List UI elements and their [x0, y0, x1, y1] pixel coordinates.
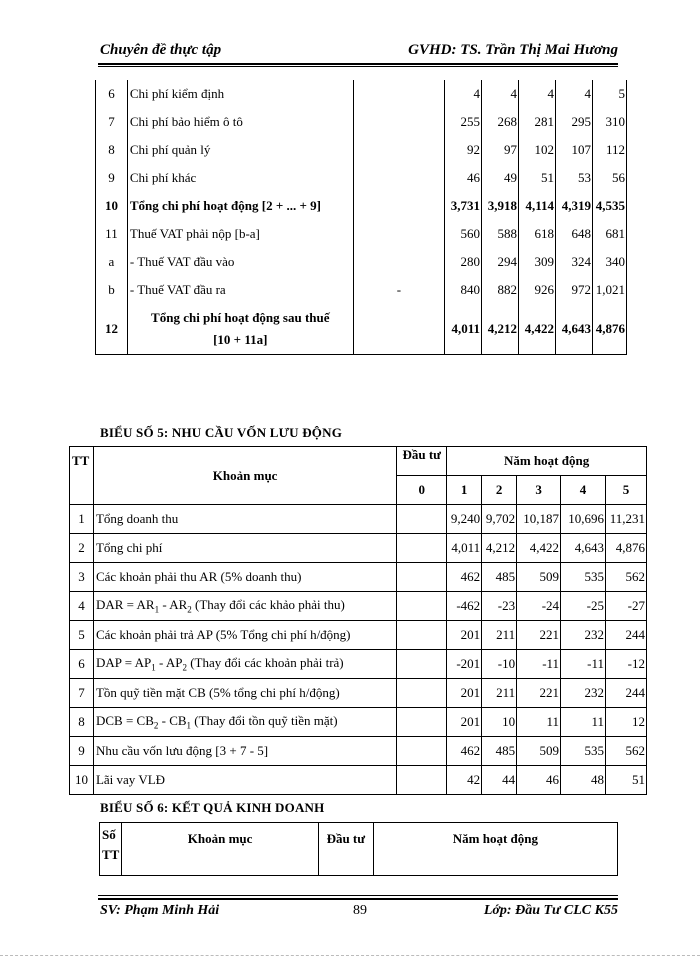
year-value: 618: [519, 220, 556, 248]
year-value: 4,212: [482, 534, 517, 563]
year-value: 92: [445, 136, 482, 164]
year-value: 281: [519, 108, 556, 136]
col-tt2: TT: [102, 847, 120, 862]
year-value: 926: [519, 276, 556, 304]
header-rule-thin: [98, 66, 618, 67]
table-row: [70, 563, 647, 592]
year-value: 280: [445, 248, 482, 276]
row-number: a: [96, 248, 128, 276]
year-value: 42: [447, 766, 482, 795]
year-value: 11: [561, 708, 606, 737]
row-number: 12: [96, 304, 128, 355]
table-row: [96, 304, 627, 355]
year-value: 201: [447, 708, 482, 737]
table-row: [96, 192, 627, 220]
year-value: 9,240: [447, 505, 482, 534]
row-item-part: 2: [182, 662, 187, 673]
row-item-part: 1: [154, 604, 160, 615]
table-row: [96, 108, 627, 136]
year-value: 4,422: [519, 304, 556, 355]
year-value: 46: [445, 164, 482, 192]
row-item-line2: [10 + 11a]: [213, 332, 268, 347]
year-value: 295: [555, 108, 592, 136]
year-value: 56: [592, 164, 626, 192]
col-y4: 4: [561, 476, 606, 505]
year-value: -11: [517, 650, 561, 679]
row-item-part: DAR = AR: [95, 597, 155, 613]
year-value: 46: [517, 766, 561, 795]
year-value: 324: [555, 248, 592, 276]
row-item: [93, 592, 396, 621]
row-item-part: DCB = CB: [95, 713, 154, 729]
year-value: 462: [447, 737, 482, 766]
year-value: 4,011: [447, 534, 482, 563]
year-value: 211: [482, 679, 517, 708]
col-y1: 1: [447, 476, 482, 505]
row-number: 6: [96, 80, 128, 108]
row-item-part: - AP: [155, 655, 183, 671]
year-value: [397, 679, 447, 708]
year-value: [397, 650, 447, 679]
year-value: 232: [561, 679, 606, 708]
page-edge: [0, 955, 700, 956]
table6-title: BIỂU SỐ 6: KẾT QUẢ KINH DOANH: [100, 800, 325, 815]
year-value: 4,643: [561, 534, 606, 563]
table-row: [96, 276, 627, 304]
year-value: 5: [592, 80, 626, 108]
year-value: 4,114: [519, 192, 556, 220]
row-number: b: [96, 276, 128, 304]
col-invest2: Đầu tư: [318, 823, 373, 876]
table-row: [70, 621, 647, 650]
row-item: Chi phí kiểm định: [127, 80, 353, 108]
year-value: 11: [517, 708, 561, 737]
year-value: -24: [517, 592, 561, 621]
row-item: Lãi vay VLĐ: [93, 766, 396, 795]
row-number: 1: [70, 505, 94, 534]
row-number: 3: [70, 563, 94, 592]
row-item: - Thuế VAT đầu vào: [127, 248, 353, 276]
col-years2: Năm hoạt động: [373, 823, 617, 876]
header-right: GVHD: TS. Trần Thị Mai Hương: [408, 42, 618, 58]
year-value: [397, 563, 447, 592]
year-value: 232: [561, 621, 606, 650]
header-rule: [98, 63, 618, 65]
year-value: 102: [519, 136, 556, 164]
col-item2: Khoản mục: [122, 823, 319, 876]
working-capital-table: [69, 446, 647, 795]
col-y0: 0: [397, 476, 447, 505]
table-row: [70, 737, 647, 766]
year-value: 972: [555, 276, 592, 304]
year-value: 3,731: [445, 192, 482, 220]
year-value: -25: [561, 592, 606, 621]
year-value: 9,702: [482, 505, 517, 534]
year-value: 112: [592, 136, 626, 164]
row-extra: [353, 304, 444, 355]
page-number: 89: [353, 903, 367, 918]
row-item: Tổng chi phí hoạt động [2 + ... + 9]: [127, 192, 353, 220]
year-value: 4: [445, 80, 482, 108]
year-value: 244: [605, 679, 646, 708]
row-extra: [353, 164, 444, 192]
year-value: 201: [447, 621, 482, 650]
year-value: 4,011: [445, 304, 482, 355]
table-row: [70, 592, 647, 621]
year-value: 53: [555, 164, 592, 192]
year-value: 648: [555, 220, 592, 248]
year-value: 107: [555, 136, 592, 164]
table-row: [96, 220, 627, 248]
row-item: [93, 650, 396, 679]
row-number: 9: [70, 737, 94, 766]
row-number: 10: [96, 192, 128, 220]
year-value: -201: [447, 650, 482, 679]
year-value: 51: [605, 766, 646, 795]
table-row: [96, 248, 627, 276]
year-value: 560: [445, 220, 482, 248]
row-extra: [353, 192, 444, 220]
row-extra: [353, 220, 444, 248]
table-row: [70, 766, 647, 795]
year-value: 1,021: [592, 276, 626, 304]
year-value: 4,212: [482, 304, 519, 355]
row-number: 9: [96, 164, 128, 192]
table-row: [96, 164, 627, 192]
row-item: Thuế VAT phải nộp [b-a]: [127, 220, 353, 248]
year-value: -462: [447, 592, 482, 621]
row-item: Tồn quỹ tiền mặt CB (5% tổng chi phí h/động): [93, 679, 396, 708]
year-value: [397, 534, 447, 563]
year-value: -11: [561, 650, 606, 679]
year-value: [397, 592, 447, 621]
row-item-part: - AR: [159, 597, 188, 613]
header-left: Chuyên đề thực tập: [100, 42, 222, 58]
year-value: 97: [482, 136, 519, 164]
year-value: 44: [482, 766, 517, 795]
year-value: 10,696: [561, 505, 606, 534]
year-value: 10,187: [517, 505, 561, 534]
year-value: [397, 708, 447, 737]
row-number: 8: [70, 708, 94, 737]
row-item-line1: Tổng chi phí hoạt động sau thuế: [151, 310, 330, 325]
year-value: 340: [592, 248, 626, 276]
year-value: 4,319: [555, 192, 592, 220]
row-item-part: 2: [153, 720, 159, 731]
year-value: 840: [445, 276, 482, 304]
row-number: 8: [96, 136, 128, 164]
year-value: 562: [605, 563, 646, 592]
row-item: Chi phí khác: [127, 164, 353, 192]
year-value: 310: [592, 108, 626, 136]
col-invest: Đầu tư: [397, 447, 447, 476]
year-value: -23: [482, 592, 517, 621]
footer-rule-thin: [98, 895, 618, 896]
row-item-part: (Thay đổi các khoản phải trả): [186, 655, 344, 671]
year-value: [397, 505, 447, 534]
col-y3: 3: [517, 476, 561, 505]
row-item-part: 2: [187, 604, 192, 615]
col-years: Năm hoạt động: [447, 447, 647, 476]
row-number: 6: [70, 650, 94, 679]
col-y5: 5: [605, 476, 646, 505]
footer-student: SV: Phạm Minh Hải: [100, 903, 220, 918]
row-number: 7: [70, 679, 94, 708]
year-value: 535: [561, 563, 606, 592]
row-number: 7: [96, 108, 128, 136]
row-extra: -: [353, 276, 444, 304]
year-value: 10: [482, 708, 517, 737]
year-value: 309: [519, 248, 556, 276]
table-row: [70, 534, 647, 563]
year-value: 12: [605, 708, 646, 737]
year-value: 4: [555, 80, 592, 108]
year-value: 4,422: [517, 534, 561, 563]
row-item: - Thuế VAT đầu ra: [127, 276, 353, 304]
year-value: 4,643: [555, 304, 592, 355]
table-row: [96, 80, 627, 108]
col-so-tt: [100, 823, 122, 876]
row-item: Nhu cầu vốn lưu động [3 + 7 - 5]: [93, 737, 396, 766]
year-value: 221: [517, 621, 561, 650]
row-item: [93, 708, 396, 737]
table-row: [96, 136, 627, 164]
year-value: 485: [482, 563, 517, 592]
row-extra: [353, 136, 444, 164]
year-value: [397, 737, 447, 766]
row-number: 11: [96, 220, 128, 248]
year-value: 681: [592, 220, 626, 248]
col-item: Khoản mục: [93, 447, 396, 505]
row-extra: [353, 80, 444, 108]
table5-title: BIỂU SỐ 5: NHU CẦU VỐN LƯU ĐỘNG: [100, 425, 343, 440]
col-tt: TT: [70, 447, 94, 505]
col-y2: 2: [482, 476, 517, 505]
year-value: 882: [482, 276, 519, 304]
year-value: -12: [605, 650, 646, 679]
table-row: [70, 679, 647, 708]
year-value: 4,535: [592, 192, 626, 220]
year-value: 211: [482, 621, 517, 650]
year-value: 51: [519, 164, 556, 192]
col-so: Số: [102, 827, 116, 842]
row-item: Chi phí bảo hiểm ô tô: [127, 108, 353, 136]
business-result-table: [99, 822, 618, 876]
footer-rule: [98, 898, 618, 900]
row-item: Các khoản phải thu AR (5% doanh thu): [93, 563, 396, 592]
year-value: -10: [482, 650, 517, 679]
row-item-part: 1: [186, 720, 192, 731]
year-value: [397, 621, 447, 650]
year-value: 201: [447, 679, 482, 708]
year-value: [397, 766, 447, 795]
year-value: 244: [605, 621, 646, 650]
cost-table: [95, 80, 627, 355]
year-value: 11,231: [605, 505, 646, 534]
row-item-part: DAP = AP: [95, 655, 152, 671]
row-item: Các khoản phải trả AP (5% Tổng chi phí h/động): [93, 621, 396, 650]
year-value: 48: [561, 766, 606, 795]
row-item: Tổng doanh thu: [93, 505, 396, 534]
row-number: 2: [70, 534, 94, 563]
year-value: 4: [519, 80, 556, 108]
row-item-part: - CB: [158, 713, 187, 729]
row-item-part: 1: [151, 662, 156, 673]
year-value: 535: [561, 737, 606, 766]
row-extra: [353, 108, 444, 136]
year-value: -27: [605, 592, 646, 621]
row-item-part: (Thay đổi các khảo phải thu): [191, 597, 345, 613]
year-value: 509: [517, 737, 561, 766]
year-value: 509: [517, 563, 561, 592]
year-value: 588: [482, 220, 519, 248]
year-value: 4,876: [592, 304, 626, 355]
row-item-part: (Thay đổi tồn quỹ tiền mặt): [191, 713, 338, 729]
row-extra: [353, 248, 444, 276]
year-value: 485: [482, 737, 517, 766]
year-value: 268: [482, 108, 519, 136]
row-number: 5: [70, 621, 94, 650]
row-item: Chi phí quản lý: [127, 136, 353, 164]
row-number: 4: [70, 592, 94, 621]
table-row: [70, 650, 647, 679]
year-value: 221: [517, 679, 561, 708]
row-item: Tổng chi phí: [93, 534, 396, 563]
table-row: [70, 505, 647, 534]
footer-class: Lớp: Đầu Tư CLC K55: [483, 903, 618, 918]
year-value: 49: [482, 164, 519, 192]
table-row: [70, 708, 647, 737]
year-value: 4: [482, 80, 519, 108]
year-value: 562: [605, 737, 646, 766]
year-value: 4,876: [605, 534, 646, 563]
page-header: [98, 42, 618, 64]
year-value: 255: [445, 108, 482, 136]
year-value: 462: [447, 563, 482, 592]
row-item: [127, 304, 353, 355]
row-number: 10: [70, 766, 94, 795]
year-value: 294: [482, 248, 519, 276]
year-value: 3,918: [482, 192, 519, 220]
